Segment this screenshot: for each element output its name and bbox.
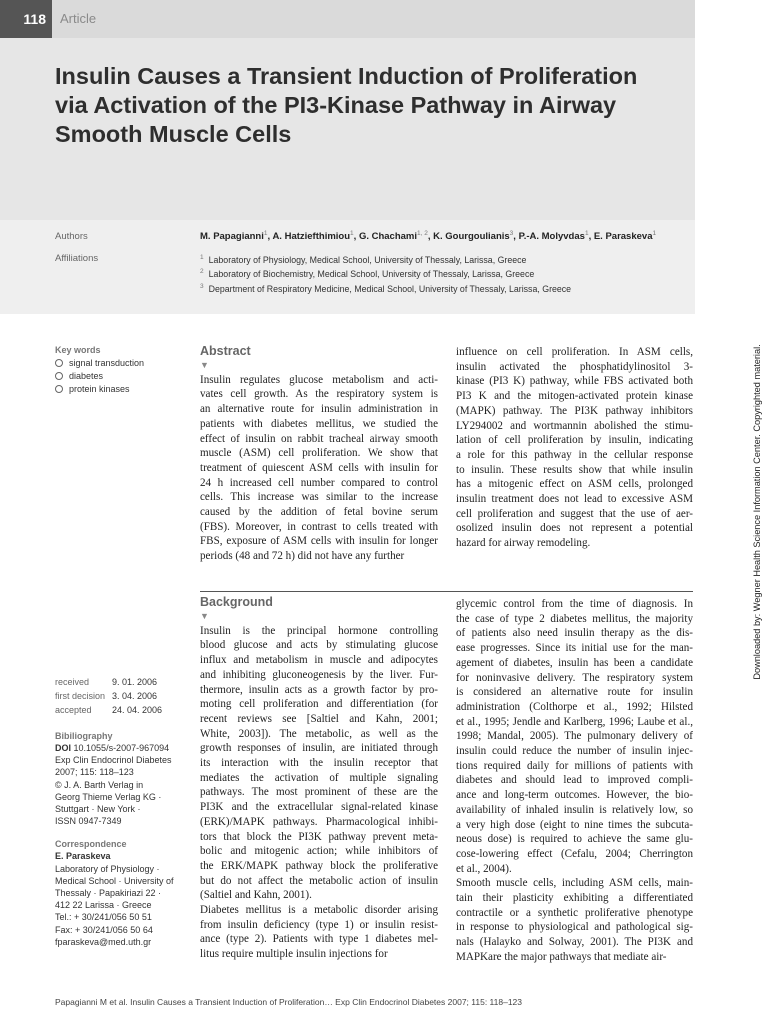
text-line: FBS, exposure of ASM cells with insulin for longer [200, 535, 438, 548]
text-line: hazard for airway remodeling. [456, 537, 591, 550]
date-list [55, 677, 195, 719]
text-line: White, 2003]). The metabolic, as well as the [200, 727, 438, 740]
affiliation-number: 1 [200, 254, 204, 261]
date-value: 24. 04. 2006 [112, 705, 163, 715]
author-affiliation-marker: 1 [263, 230, 268, 237]
text-line: glycemic control from the time of diagnosis. In [456, 598, 693, 610]
author-name: G. Chachami [358, 231, 418, 243]
doi-line [55, 742, 195, 754]
correspondence-label: Correspondence [55, 839, 127, 850]
author-separator: , [267, 231, 273, 243]
text-line: patients with diabetes mellitus, we studied the [200, 417, 438, 430]
bibliography-line: Georg Thieme Verlag KG · [55, 791, 162, 802]
correspondence-line: Tel.: + 30/241/056 50 51 [55, 912, 152, 923]
text-line: muscle (ASM) cell proliferation. We show that [200, 447, 438, 460]
text-line: effect of insulin on rabbit tracheal airway smooth [200, 432, 438, 445]
date-row [55, 691, 195, 705]
text-line: a role for this pathway in the cellular response [456, 448, 693, 461]
author-affiliation-marker: 1 [584, 230, 589, 237]
title-line: Smooth Muscle Cells [55, 121, 292, 147]
doi-label: DOI [55, 743, 72, 753]
text-line: is considered an alternative route for insulin [456, 686, 693, 699]
text-line: periods (48 and 72 h) did not have any further [200, 550, 405, 563]
page-number: 118 [0, 0, 52, 38]
text-line: the case of type 2 diabetes mellitus, the majority [456, 612, 693, 625]
text-line: (FBS). Moreover, in contrast to cells treated with [200, 520, 438, 533]
author-affiliation-marker: 1 [652, 230, 657, 237]
correspondence-name: E. Paraskeva [55, 851, 111, 862]
background-right-column [456, 597, 693, 965]
date-value: 9. 01. 2006 [112, 677, 158, 687]
text-line: neous dose) is required to achieve the same glu- [456, 833, 693, 846]
text-line: growth responses of insulin, are initiated through [200, 742, 438, 755]
bullet-icon [55, 372, 63, 380]
correspondence-line: 412 22 Larissa · Greece [55, 900, 152, 911]
keyword-text: protein kinases [69, 383, 130, 394]
author-name: K. Gourgoulianis [433, 231, 510, 243]
text-line: Smooth muscle cells, including ASM cells, main- [456, 877, 693, 890]
text-line: Diabetes mellitus is a metabolic disorder arising [200, 904, 438, 917]
authors-label: Authors [55, 231, 88, 242]
affiliation-item [200, 281, 571, 295]
background-left-column [200, 595, 438, 962]
triangle-down-icon: ▼ [200, 359, 209, 370]
text-line: but do not affect the metabolic action of insulin [200, 874, 438, 887]
affiliation-number: 2 [200, 268, 204, 276]
text-line: recent reviews see [Saltiel and Kahn, 2001; [200, 712, 438, 725]
text-line: 24 h increased cell number compared to control [200, 476, 438, 489]
affiliation-text: Laboratory of Physiology, Medical School, University of Thessaly, Larissa, Greece [208, 254, 527, 265]
text-line: moting cell proliferation and differentiation (for [200, 698, 438, 711]
text-line: cell proliferation and suggest that the use of aer- [456, 507, 693, 520]
date-row [55, 677, 195, 691]
author-name: P.-A. Molyvdas [518, 231, 585, 243]
text-line: insulin treatment does not lead to excessive ASM [456, 493, 693, 506]
page-footer: Papagianni M et al. Insulin Causes a Transient Induction of Proliferation… Exp Clin Endocrinol Diabetes 2007; 115: 118–123 [55, 997, 522, 1007]
text-line: insulin activated the phosphatidylinositol 3- [456, 360, 693, 373]
affiliation-number: 3 [200, 282, 204, 290]
text-line: ance (type 2). Patients with type 1 diabetes mel- [200, 933, 438, 946]
text-line: (MAPK) pathway. The PI3K pathway inhibitors [456, 404, 693, 417]
article-sidebar [55, 345, 195, 948]
text-line: its interaction with the insulin receptor that [200, 757, 438, 770]
text-line: MAPKare the major pathways that mediate air- [456, 950, 667, 963]
download-notice: Downloaded by: Wegner Health Science Information Center. Copyrighted material. [752, 344, 762, 680]
title-line: via Activation of the PI3-Kinase Pathway in Airway [55, 92, 617, 118]
text-line: tions required daily for millions of patients with [456, 759, 693, 772]
text-line: blood glucose and acts by stimulating glucose [200, 639, 438, 652]
text-line: (Saltiel and Kahn, 2001). [200, 889, 312, 902]
correspondence-lines [55, 863, 195, 948]
text-line: thermore, insulin acts as a growth factor by pro- [200, 683, 438, 696]
date-label: accepted [55, 705, 92, 715]
text-line: litus require multiple insulin injections for [200, 948, 388, 961]
text-line: ance and long-term outcomes. However, the bio- [456, 789, 693, 802]
abstract-left-column [200, 344, 438, 564]
text-line: (ERK)/MAPK pathways. Pharmacological inhibi- [200, 815, 438, 828]
text-line: influence on cell proliferation. In ASM cells, [456, 346, 693, 358]
affiliation-text: Laboratory of Biochemistry, Medical School, University of Thessaly, Larissa, Greece [208, 269, 535, 280]
keyword-item [55, 369, 195, 382]
correspondence-line: Thessaly · Papakiriazi 22 · [55, 888, 162, 899]
keyword-text: diabetes [69, 370, 104, 381]
affiliation-item [200, 266, 571, 280]
bibliography-line: Exp Clin Endocrinol Diabetes [55, 755, 172, 766]
text-line: tain their plasticity exhibiting a differentiated [456, 892, 693, 905]
text-line: diabetes and should lead to improved compli- [456, 774, 693, 787]
text-line: for noninvasive delivery. The respiratory system [456, 671, 693, 684]
abstract-right-text [456, 345, 693, 551]
author-separator: , [513, 231, 519, 243]
date-row [55, 705, 195, 719]
text-line: lation of cell proliferation by insulin, indicating [456, 434, 693, 447]
text-line: influx and metabolism in muscle and adipocytes [200, 654, 438, 667]
text-line: administration (Colthorpe et al., 1992; Hilsted [456, 700, 693, 713]
text-line: from insulin deficiency (type 1) or insulin resist- [200, 918, 438, 931]
section-divider [200, 591, 693, 592]
text-line: cose-lowering effect (Cefalu, 2004; Cherrington [456, 847, 693, 860]
correspondence-line: fparaskeva@med.uth.gr [55, 936, 152, 947]
text-line: PI3 K and the mitogen-activated protein kinase [456, 390, 693, 403]
text-line: et al., 1995; Jendle and Karlberg, 1996; Laube et al., [456, 715, 693, 728]
background-heading: Background [200, 595, 273, 609]
correspondence-line: Fax: + 30/241/056 50 64 [55, 924, 153, 935]
bullet-icon [55, 359, 63, 367]
text-line: LY294002 and wortmannin abolished the stimu- [456, 419, 693, 432]
author-affiliation-marker: 1, 2 [417, 230, 428, 237]
text-line: caused by the addition of fetal bovine serum [200, 506, 438, 519]
text-line: availability of inhaled insulin is relatively low, so [456, 803, 693, 816]
text-line: osolized insulin does not represent a potential [456, 522, 693, 535]
section-label: Article [60, 11, 97, 26]
author-separator: , [427, 231, 434, 243]
keyword-list [55, 356, 195, 395]
bibliography-lines [55, 754, 195, 827]
keyword-item [55, 356, 195, 369]
date-label: first decision [55, 691, 106, 701]
keyword-text: signal transduction [69, 357, 145, 368]
date-value: 3. 04. 2006 [112, 691, 158, 701]
text-line: in response to physiological and pathological sig- [456, 921, 693, 934]
bibliography-line: © J. A. Barth Verlag in [55, 779, 144, 790]
text-line: of patients also need insulin therapy as the dis- [456, 627, 693, 640]
text-line: the ERK/MAPK pathway block the proliferative [200, 859, 438, 872]
bullet-icon [55, 385, 63, 393]
abstract-left-text [200, 373, 438, 564]
page-header-bar [0, 0, 695, 38]
text-line: nals (Halayko and Solway, 2001). The PI3K and [456, 936, 693, 949]
article-title [55, 62, 675, 149]
background-left-text [200, 624, 438, 962]
text-line: an alternative route for insulin administration in [200, 403, 438, 416]
text-line: bolic and mitogenic action; while inhibitors of [200, 845, 438, 858]
text-line: agement of diabetes, insulin has been a candidate [456, 656, 693, 669]
text-line: vates cell growth. As the respiratory system is [200, 388, 438, 401]
author-block [0, 220, 695, 314]
author-name: M. Papagianni [200, 231, 264, 243]
bibliography-line: Stuttgart · New York · [55, 804, 141, 815]
text-line: contractile or a synthetic proliferative phenotype [456, 906, 693, 919]
correspondence-line: Laboratory of Physiology · [55, 863, 160, 874]
text-line: ease progresses. Since its initial use for the man- [456, 642, 693, 655]
date-label: received [55, 677, 90, 687]
author-affiliation-marker: 3 [509, 230, 514, 237]
text-line: Insulin regulates glucose metabolism and acti- [200, 373, 438, 386]
title-line: Insulin Causes a Transient Induction of Proliferation [55, 63, 638, 89]
text-line: cells. This increase was similar to the increase [200, 491, 438, 504]
text-line: mediates the activation of multiple signaling [200, 771, 438, 784]
triangle-down-icon: ▼ [200, 610, 209, 621]
keyword-item [55, 382, 195, 395]
abstract-right-column [456, 345, 693, 551]
author-list [200, 230, 656, 242]
text-line: tors that block the PI3K pathway prevent meta- [200, 830, 438, 843]
affiliation-text: Department of Respiratory Medicine, Medical School, University of Thessaly, Larissa, Greece [208, 283, 572, 294]
keywords-label: Key words [55, 345, 101, 355]
header-band [0, 0, 695, 220]
affiliations-label: Affiliations [55, 253, 99, 264]
author-affiliation-marker: 1 [350, 230, 354, 237]
bibliography-label: Bibiliography [55, 731, 113, 741]
text-line: Insulin is the principal hormone controlling [200, 624, 438, 637]
bibliography-line: ISSN 0947-7349 [55, 816, 122, 827]
text-line: to insulin. These results show that while insulin [456, 463, 693, 476]
text-line: 1998; Mandal, 2005). The pulmonary delivery of [456, 730, 693, 743]
text-line: treatment of quiescent ASM cells with insulin for [200, 461, 438, 474]
text-line: kinase (PI3 K) pathway, while FBS activated both [456, 375, 693, 388]
text-line: pathways. The most prominent of these are the [200, 786, 438, 799]
text-line: a very high dose (eight to nine times the subcuta- [456, 818, 693, 831]
author-name: A. Hatziefthimiou [272, 231, 351, 243]
text-line: et al., 2004). [456, 862, 512, 875]
abstract-heading: Abstract [200, 344, 251, 358]
bibliography-line: 2007; 115: 118–123 [55, 767, 134, 778]
affiliation-item [200, 252, 571, 266]
background-right-text [456, 597, 693, 965]
correspondence-line: Medical School · University of [55, 875, 174, 886]
text-line: insulin could reduce the number of insulin injec- [456, 745, 693, 758]
author-name: E. Paraskeva [593, 231, 653, 243]
text-line: has a mitogenic effect on ASM cells, prolonged [456, 478, 693, 491]
author-separator: , [353, 231, 359, 243]
text-line: and inhibiting gluconeogenesis by the liver. Fur- [200, 668, 438, 681]
text-line: PI3K and the extracellular signal-related kinase [200, 801, 438, 814]
author-separator: , [588, 231, 594, 243]
doi-value: 10.1055/s-2007-967094 [73, 743, 170, 753]
affiliation-list [200, 252, 571, 295]
